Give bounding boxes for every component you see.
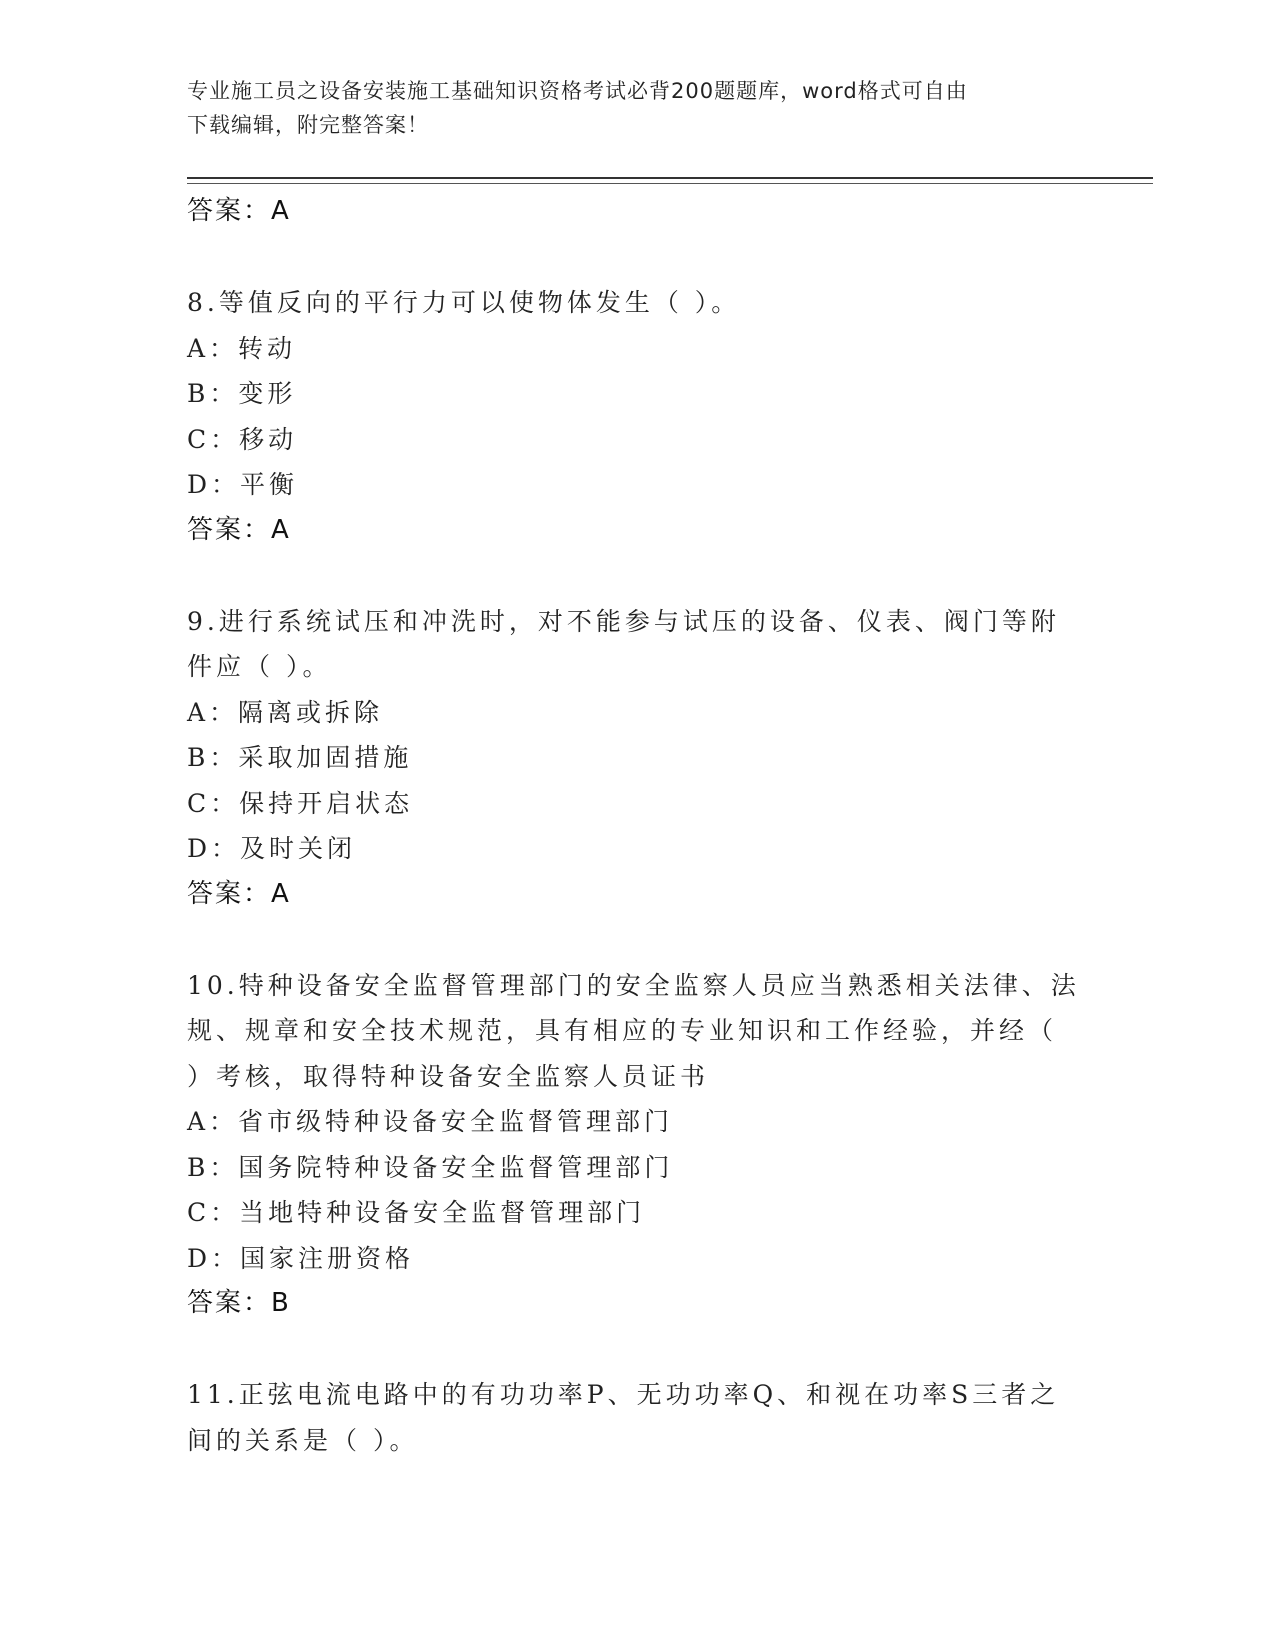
- spacer: [187, 553, 1087, 599]
- question-9: [187, 599, 1087, 918]
- option-a: A：省市级特种设备安全监督管理部门: [187, 1107, 674, 1136]
- option-d: D：及时关闭: [187, 834, 357, 863]
- option-b: B：国务院特种设备安全监督管理部门: [187, 1152, 674, 1182]
- question-stem: 8.等值反向的平行力可以使物体发生（ ）。: [187, 288, 741, 317]
- option-d: D：国家注册资格: [187, 1243, 415, 1273]
- question-8: [187, 280, 1087, 553]
- question-stem: 9.进行系统试压和冲洗时，对不能参与试压的设备、仪表、阀门等附: [187, 606, 1060, 636]
- spacer: [187, 917, 1087, 963]
- spacer: [187, 1327, 1087, 1373]
- header-rule-thick: [187, 177, 1153, 179]
- option-c: C：移动: [187, 424, 298, 454]
- question-stem: 10.特种设备安全监督管理部门的安全监察人员应当熟悉相关法律、法: [187, 970, 1080, 1000]
- question-stem: 间的关系是（ ）。: [187, 1425, 419, 1455]
- header-rule-thin: [187, 183, 1153, 184]
- option-c: C：保持开启状态: [187, 788, 414, 818]
- option-c: C：当地特种设备安全监督管理部门: [187, 1198, 646, 1227]
- header-line-2: 下载编辑，附完整答案！: [187, 113, 429, 137]
- answer: 答案：B: [187, 1288, 291, 1318]
- question-stem: 规、规章和安全技术规范，具有相应的专业知识和工作经验，并经（: [187, 1016, 1058, 1045]
- answer: 答案：A: [187, 878, 291, 909]
- question-stem: 11.正弦电流电路中的有功功率P、无功功率Q、和视在功率S三者之: [187, 1380, 1060, 1409]
- question-10: [187, 963, 1087, 1327]
- previous-answer: 答案：A: [187, 196, 291, 226]
- question-stem: 件应（ ）。: [187, 652, 332, 681]
- question-list: [187, 189, 1087, 1463]
- spacer: [187, 235, 1087, 281]
- option-a: A：转动: [187, 333, 297, 363]
- option-b: B：变形: [187, 379, 297, 408]
- question-stem: ）考核，取得特种设备安全监察人员证书: [187, 1061, 710, 1091]
- document-header: [187, 74, 1067, 142]
- option-b: B：采取加固措施: [187, 743, 413, 772]
- option-a: A：隔离或拆除: [187, 697, 384, 727]
- answer: 答案：A: [187, 514, 291, 545]
- question-11: [187, 1372, 1087, 1463]
- header-line-1: 专业施工员之设备安装施工基础知识资格考试必背200题题库，word格式可自由: [187, 79, 968, 103]
- option-d: D：平衡: [187, 470, 299, 499]
